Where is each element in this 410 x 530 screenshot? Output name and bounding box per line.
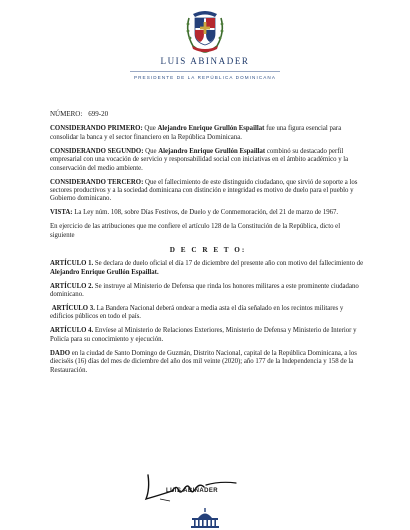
considerando-2-name: Alejandro Enrique Grullón Espaillat: [158, 147, 266, 155]
decree-number-value: 699-20: [88, 110, 109, 118]
articulo-3: [50, 305, 366, 322]
handwritten-signature: [120, 455, 280, 515]
articulo-1-name: Alejandro Enrique Grullón Espaillat.: [50, 268, 159, 276]
considerando-3-heading: CONSIDERANDO TERCERO:: [50, 178, 144, 186]
considerando-3-text: Que el fallecimiento de este distinguido ciudadano, que sirvió de soporte a los sectores productivos y a la sociedad dominicana con distinción e integridad es motivo de duelo para el pueblo y Gobierno dominicano.: [50, 178, 358, 203]
dado-text: en la ciudad de Santo Domingo de Guzmán, Distrito Nacional, capital de la República Dominicana, a los dieciséis (16) días del mes de diciembre del año dos mil veinte (2020); año 177 de la Independencia y 158 de la Restauración.: [50, 349, 357, 374]
president-title: PRESIDENTE DE LA REPÚBLICA DOMINICANA: [133, 75, 277, 80]
considerando-3: [50, 179, 366, 204]
considerando-1-name: Alejandro Enrique Grullón Espaillat: [157, 125, 265, 133]
dado-heading: DADO: [50, 349, 71, 357]
articulo-1-text: Se declara de duelo oficial el día 17 de diciembre del presente año con motivo del fallecimiento de: [93, 260, 364, 268]
considerando-2-text: combinó su destacado perfil empresarial con una vocación de servicio y responsabilidad social con iniciativas en el ámbito académico y la conservación del medio ambiente.: [50, 147, 349, 172]
articulo-3-text: La Bandera Nacional deberá ondear a media asta el día señalado en los recintos militares y edificios públicos en todo el país.: [50, 305, 344, 321]
considerando-1-heading: CONSIDERANDO PRIMERO:: [50, 125, 143, 133]
president-name: LUIS ABINADER: [160, 56, 250, 66]
vista: [50, 209, 366, 217]
ejercicio-paragraph: En ejercicio de las atribuciones que me confiere el artículo 128 de la Constitución de la República, dicto el siguiente: [50, 223, 341, 239]
articulo-2-heading: ARTÍCULO 2.: [50, 282, 94, 290]
considerando-1: [50, 125, 366, 142]
header-divider: [130, 71, 280, 72]
signer-name: LUIS ABINADER: [166, 488, 218, 494]
articulo-4-heading: ARTÍCULO 4.: [50, 327, 94, 335]
palace-seal-icon: [188, 508, 222, 528]
considerando-2-pre: Que: [143, 147, 159, 155]
considerando-1-text: fue una figura esencial para consolidar la banca y el sector financiero en la República Dominicana.: [50, 125, 342, 141]
letterhead: [0, 8, 410, 80]
decree-number-label: NÚMERO:: [50, 110, 83, 118]
considerando-2: [50, 148, 366, 173]
vista-heading: VISTA:: [50, 209, 73, 217]
articulo-4-text: Envíese al Ministerio de Relaciones Exteriores, Ministerio de Defensa y Ministerio de Interior y Policía para su conocimiento y ejecución.: [50, 327, 357, 343]
decree-number: [50, 110, 366, 118]
considerando-2-heading: CONSIDERANDO SEGUNDO:: [50, 147, 144, 155]
articulo-2: [50, 283, 366, 300]
articulo-4: [50, 327, 366, 344]
decree-body: [50, 110, 366, 381]
dado-paragraph: [50, 350, 366, 375]
articulo-1-heading: ARTÍCULO 1.: [50, 260, 94, 268]
articulo-3-heading: ARTÍCULO 3.: [51, 305, 95, 313]
decreto-title: D E C R E T O:: [169, 245, 247, 254]
considerando-1-pre: Que: [142, 125, 158, 133]
vista-text: La Ley núm. 108, sobre Días Festivos, de Duelo y de Conmemoración, del 21 de marzo de 1967.: [72, 209, 339, 217]
articulo-1: [50, 260, 366, 277]
coat-of-arms-icon: [183, 8, 227, 54]
articulo-2-text: Se instruye al Ministerio de Defensa que rinda los honores militares a este prominente ciudadano dominicano.: [50, 282, 359, 299]
